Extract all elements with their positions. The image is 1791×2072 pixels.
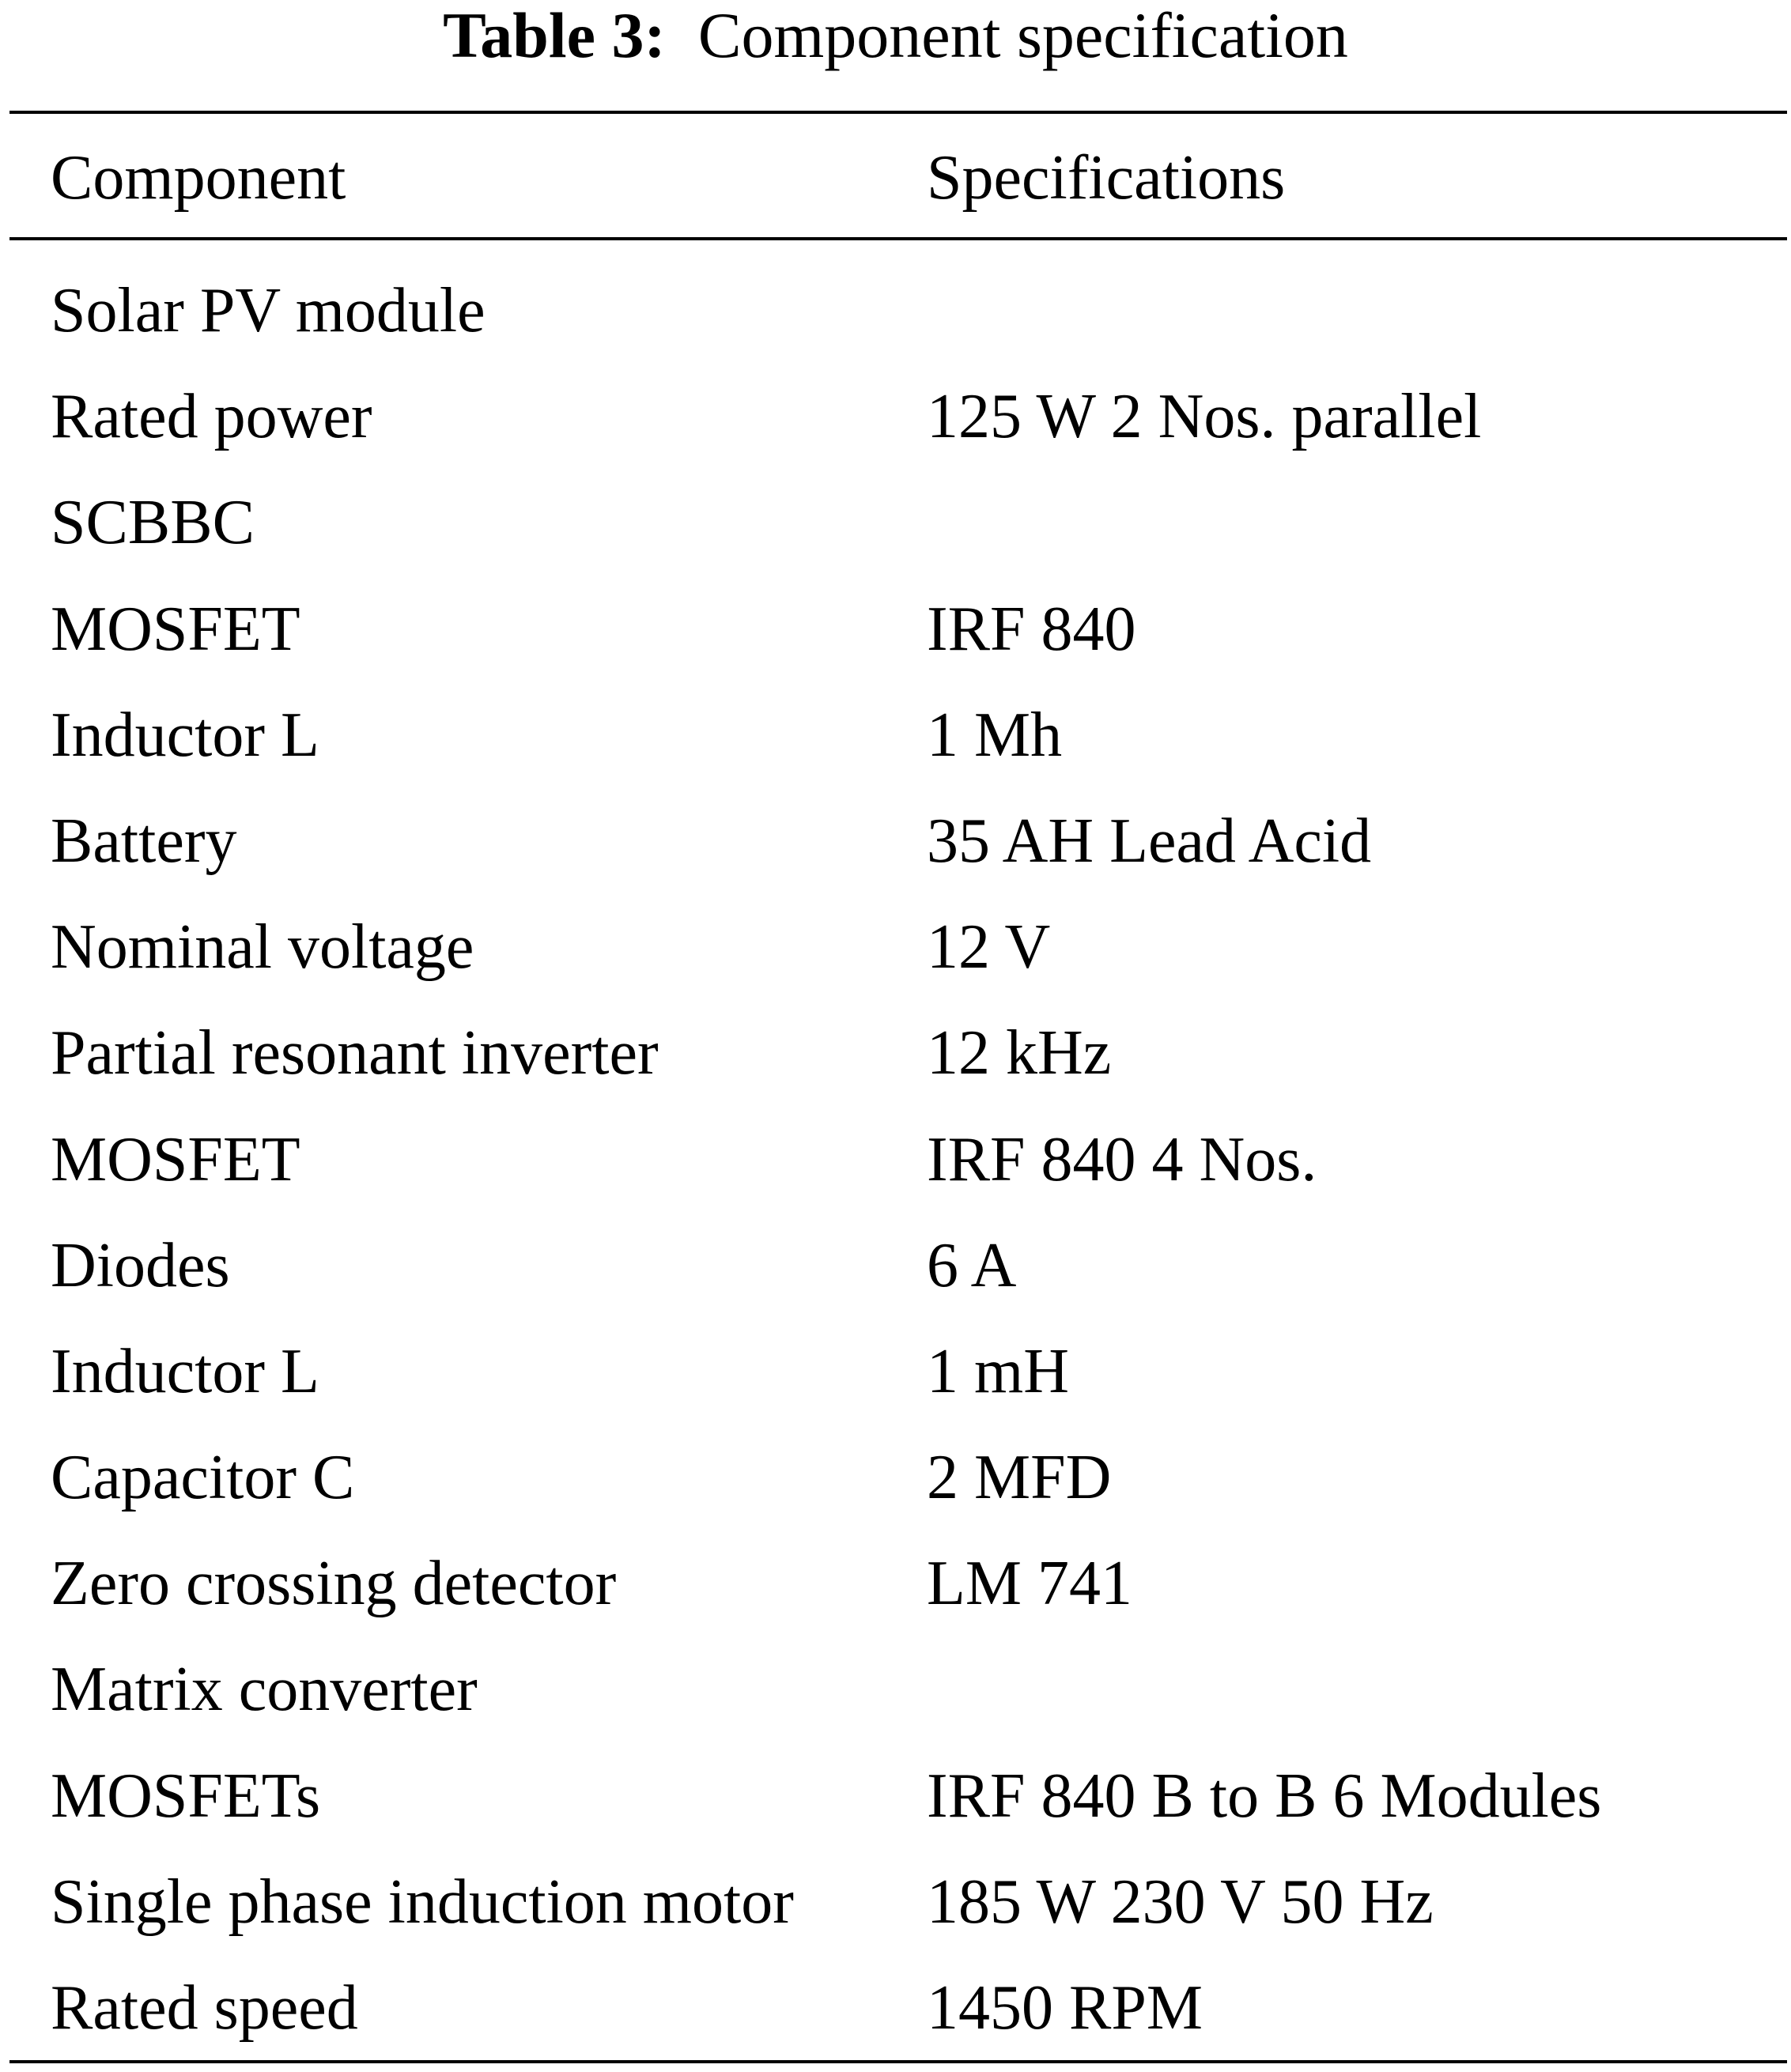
- component-cell: Solar PV module: [51, 276, 486, 345]
- spec-cell: 6 A: [927, 1230, 1017, 1300]
- table-row: [0, 1530, 1791, 1636]
- spec-cell: 185 W 230 V 50 Hz: [927, 1866, 1434, 1937]
- table-row: [0, 1955, 1791, 2061]
- table-body: [0, 258, 1791, 2052]
- table-row: [0, 470, 1791, 576]
- component-cell: Battery: [51, 806, 237, 876]
- table-row: [0, 258, 1791, 364]
- spec-cell: 12 kHz: [927, 1018, 1112, 1089]
- table-row: [0, 788, 1791, 894]
- table-row: [0, 576, 1791, 682]
- table-row: [0, 682, 1791, 788]
- spec-cell: 2 MFD: [927, 1443, 1112, 1513]
- component-cell: Rated power: [51, 382, 372, 452]
- spec-cell: 12 V: [927, 912, 1051, 983]
- spec-cell: 1 Mh: [927, 700, 1063, 770]
- spec-cell: 1 mH: [927, 1336, 1069, 1406]
- table-row: [0, 1107, 1791, 1213]
- component-cell: Nominal voltage: [51, 912, 474, 983]
- component-cell: Inductor L: [51, 700, 319, 770]
- table-header-rule: [9, 237, 1787, 240]
- component-cell: Rated speed: [51, 1973, 358, 2043]
- component-cell: Single phase induction motor: [51, 1866, 794, 1937]
- spec-cell: IRF 840: [927, 594, 1136, 664]
- spec-cell: IRF 840 4 Nos.: [927, 1124, 1317, 1195]
- component-cell: Diodes: [51, 1230, 230, 1300]
- table-row: [0, 1636, 1791, 1742]
- component-cell: Matrix converter: [51, 1655, 478, 1725]
- spec-cell: 35 AH Lead Acid: [927, 806, 1372, 876]
- table-header-row: [0, 130, 1791, 225]
- spec-cell: LM 741: [927, 1549, 1132, 1619]
- table-row: [0, 1000, 1791, 1106]
- spec-cell: 1450 RPM: [927, 1973, 1203, 2043]
- table-row: [0, 364, 1791, 470]
- component-cell: Zero crossing detector: [51, 1549, 617, 1619]
- component-cell: Capacitor C: [51, 1443, 355, 1513]
- column-header-specifications: Specifications: [927, 143, 1286, 213]
- component-cell: MOSFET: [51, 1124, 300, 1195]
- table-row: [0, 1743, 1791, 1849]
- table-caption-label: Table 3:: [443, 0, 666, 71]
- table-caption: [0, 0, 1791, 79]
- table-row: [0, 1319, 1791, 1425]
- table-top-rule: [9, 111, 1787, 114]
- table-row: [0, 1425, 1791, 1530]
- column-header-component: Component: [51, 143, 346, 213]
- component-cell: SCBBC: [51, 488, 255, 558]
- table-row: [0, 1849, 1791, 1955]
- component-cell: MOSFETs: [51, 1761, 321, 1831]
- table-row: [0, 1213, 1791, 1319]
- component-cell: Partial resonant inverter: [51, 1018, 659, 1089]
- spec-cell: IRF 840 B to B 6 Modules: [927, 1761, 1602, 1831]
- spec-cell: 125 W 2 Nos. parallel: [927, 382, 1482, 452]
- table-row: [0, 894, 1791, 1000]
- component-cell: MOSFET: [51, 594, 300, 664]
- table-caption-title: Component specification: [697, 0, 1348, 71]
- table-bottom-rule: [9, 2060, 1787, 2063]
- component-cell: Inductor L: [51, 1336, 319, 1406]
